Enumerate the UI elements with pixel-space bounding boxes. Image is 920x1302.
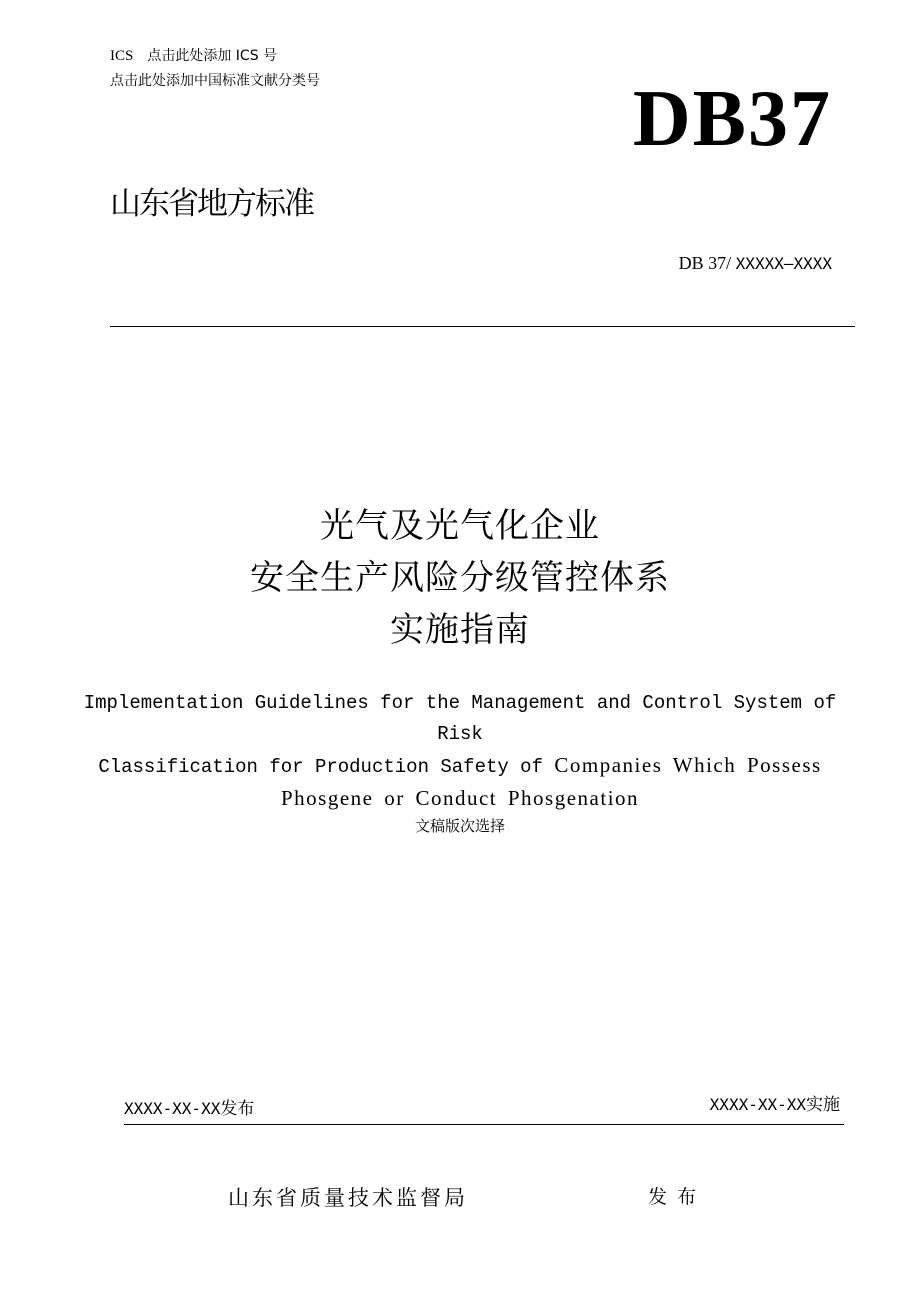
publish-label: 发布 [220,1099,255,1119]
implement-date [710,1094,840,1116]
header-divider [110,326,855,327]
implement-label: 实施 [806,1095,840,1115]
standard-number-prefix: DB 37/ [678,253,736,273]
english-title-line-1: Implementation Guidelines for the Management and Control System of Risk [83,692,837,745]
ics-code-label: ICS [110,48,134,64]
standard-mark: DB37 [632,75,832,163]
standard-type: 山东省地方标准 [110,186,313,222]
publish-date-value[interactable]: XXXX-XX-XX [124,1099,221,1118]
english-title-line-2 [60,750,860,783]
english-title-line-3: Phosgene or Conduct Phosgenation [280,786,640,810]
title-line-2: 安全生产风险分级管控体系 [250,558,670,598]
english-title-line-2a: Classification for Production Safety of [98,756,555,778]
english-title-line-2b: Companies Which Possess [554,753,822,777]
draft-version-selector[interactable]: 文稿版次选择 [414,817,505,835]
ics-placeholder[interactable]: 点击此处添加 ICS 号 [147,48,278,64]
issuing-authority: 山东省质量技术监督局 [228,1186,468,1210]
ccs-placeholder[interactable]: 点击此处添加中国标准文献分类号 [110,73,320,89]
title-line-1: 光气及光气化企业 [320,506,600,546]
standard-number-value[interactable]: XXXXX—XXXX [735,254,832,273]
english-title [60,688,860,814]
footer-divider [124,1124,844,1125]
ics-line [110,46,277,66]
issue-label: 发布 [648,1186,707,1208]
chinese-title [0,500,920,656]
title-line-3: 实施指南 [390,610,530,650]
standard-number [679,252,832,275]
publish-date [124,1098,254,1120]
implement-date-value[interactable]: XXXX-XX-XX [709,1095,806,1114]
